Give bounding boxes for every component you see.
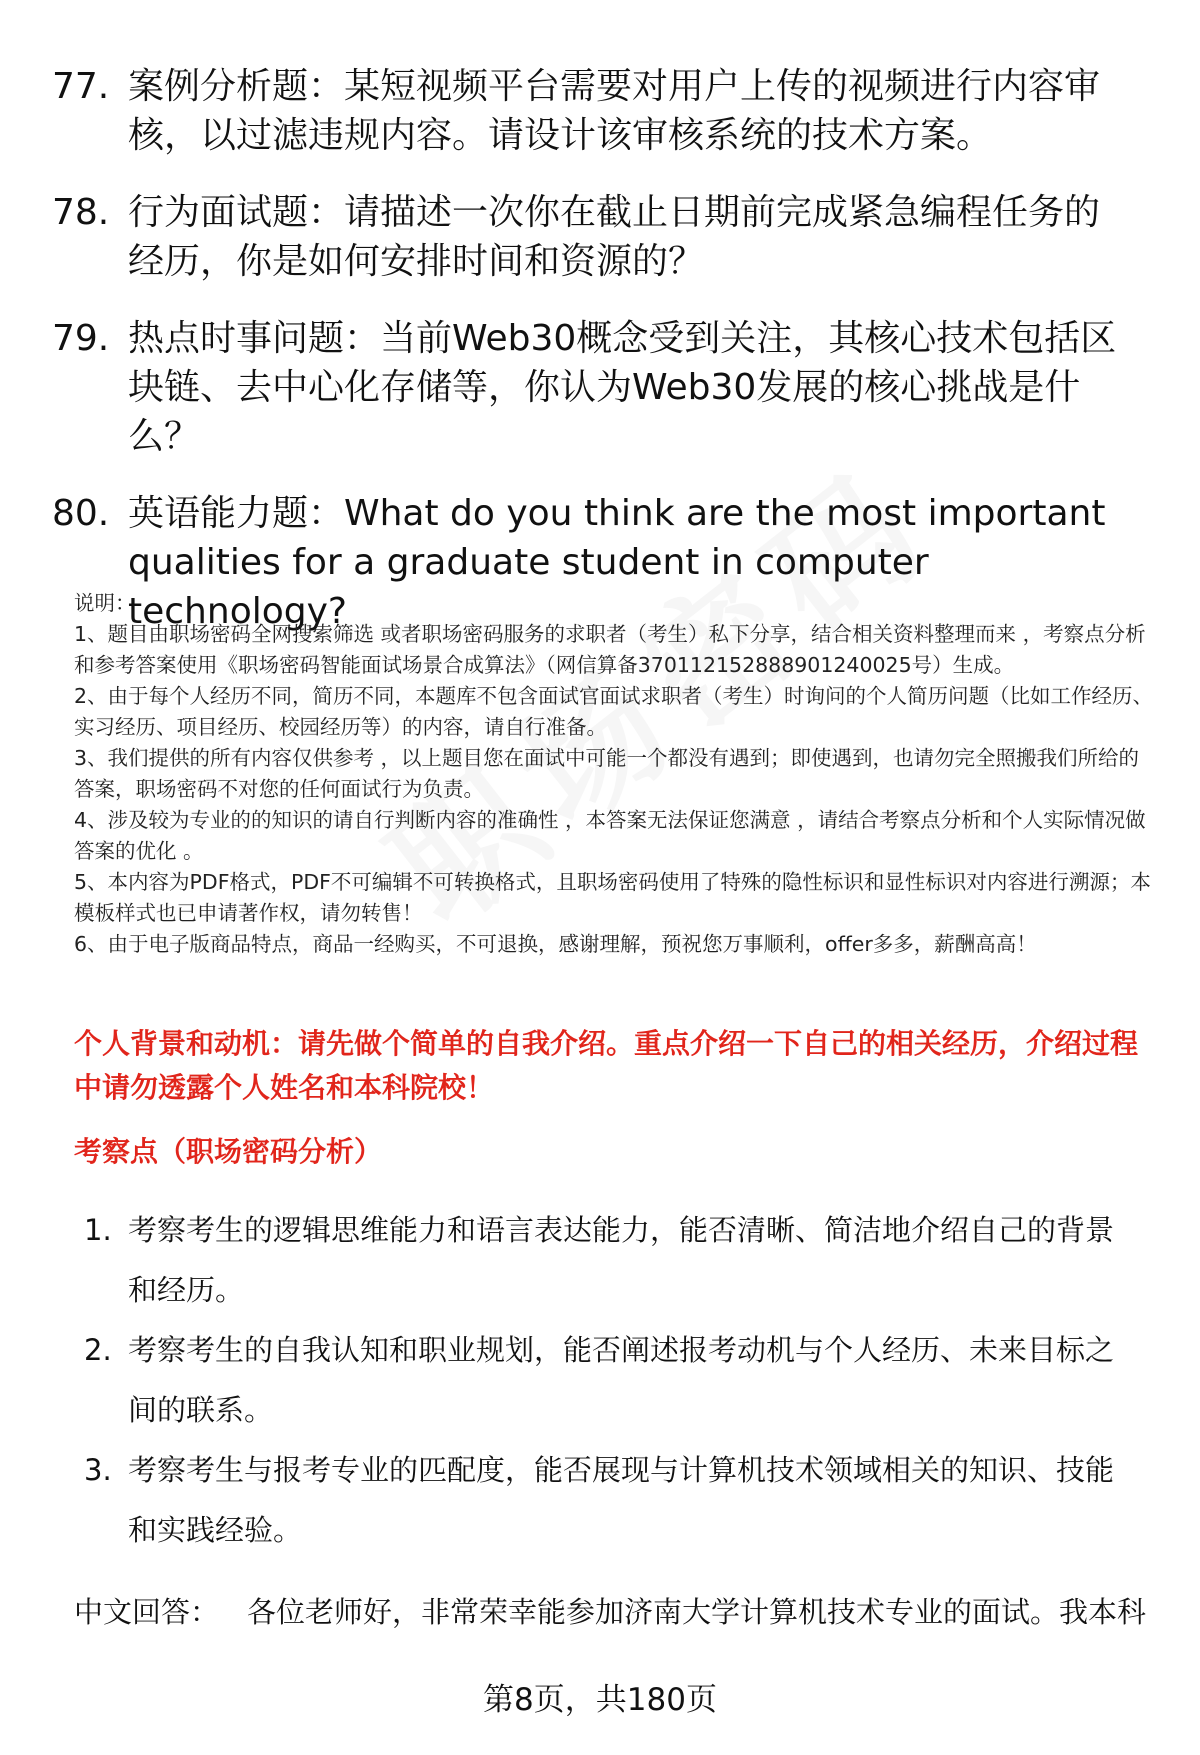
note-item: 5、本内容为PDF格式，PDF不可编辑不可转换格式，且职场密码使用了特殊的隐性标识和显性标识对内容进行溯源；本模板样式也已申请著作权，请勿转售！ [74,870,1151,925]
question-number: 79. [52,318,110,359]
question-text: 行为面试题：请描述一次你在截止日期前完成紧急编程任务的经历，你是如何安排时间和资源的？ [128,192,1101,282]
note-item: 3、我们提供的所有内容仅供参考 ，以上题目您在面试中可能一个都没有遇到；即使遇到，也请勿完全照搬我们所给的答案，职场密码不对您的任何面试行为负责。 [74,746,1140,801]
focus-point-number: 1. [84,1213,112,1247]
question-text: 英语能力题：What do you think are the most important qualities for a graduate student in computer technology? [128,493,1106,632]
page-number: 第8页，共180页 [483,1682,717,1718]
answer-text: 各位老师好，非常荣幸能参加济南大学计算机技术专业的面试。我本科 [247,1595,1147,1629]
focus-point [84,1200,1159,1320]
note-item: 4、涉及较为专业的的知识的请自行判断内容的准确性 ，本答案无法保证您满意 ，请结合考察点分析和个人实际情况做答案的优化 。 [74,808,1146,863]
question-number: 77. [52,66,110,107]
focus-point-list [84,1200,1159,1560]
question-item [52,314,1152,461]
question-item [52,188,1152,286]
focus-point-text: 考察考生与报考专业的匹配度，能否展现与计算机技术领域相关的知识、技能和实践经验。 [128,1453,1115,1547]
notes-section [74,588,1159,960]
question-item [52,62,1152,160]
question-number: 80. [52,493,110,534]
focus-point [84,1320,1159,1440]
note-item: 2、由于每个人经历不同，简历不同，本题库不包含面试官面试求职者（考生）时询问的个人简历问题（比如工作经历、实习经历、项目经历、校园经历等）的内容，请自行准备。 [74,684,1154,739]
focus-heading: 考察点（职场密码分析） [74,1135,383,1168]
focus-point [84,1440,1159,1560]
focus-point-number: 2. [84,1333,112,1367]
focus-point-text: 考察考生的自我认知和职业规划，能否阐述报考动机与个人经历、未来目标之间的联系。 [128,1333,1115,1427]
question-list [52,62,1152,664]
question-text: 案例分析题：某短视频平台需要对用户上传的视频进行内容审核，以过滤违规内容。请设计该审核系统的技术方案。 [128,66,1101,156]
note-item: 6、由于电子版商品特点，商品一经购买，不可退换，感谢理解，预祝您万事顺利，offer多多，薪酬高高！ [74,932,1037,956]
answer-label: 中文回答： [74,1595,220,1629]
note-item: 1、题目由职场密码全网搜索筛选 或者职场密码服务的求职者（考生）私下分享，结合相关资料整理而来 ，考察点分析和参考答案使用《职场密码智能面试场景合成算法》（网信算备370112152888901240025号）生成。 [74,622,1146,677]
question-number: 78. [52,192,110,233]
focus-point-number: 3. [84,1453,112,1487]
focus-point-text: 考察考生的逻辑思维能力和语言表达能力，能否清晰、简洁地介绍自己的背景和经历。 [128,1213,1115,1307]
background-heading: 个人背景和动机：请先做个简单的自我介绍。重点介绍一下自己的相关经历，介绍过程中请勿透露个人姓名和本科院校！ [74,1027,1139,1104]
question-text: 热点时事问题：当前Web30概念受到关注，其核心技术包括区块链、去中心化存储等，你认为Web30发展的核心挑战是什么？ [128,318,1117,457]
notes-title: 说明： [74,591,136,615]
answer-section [74,1590,1164,1634]
